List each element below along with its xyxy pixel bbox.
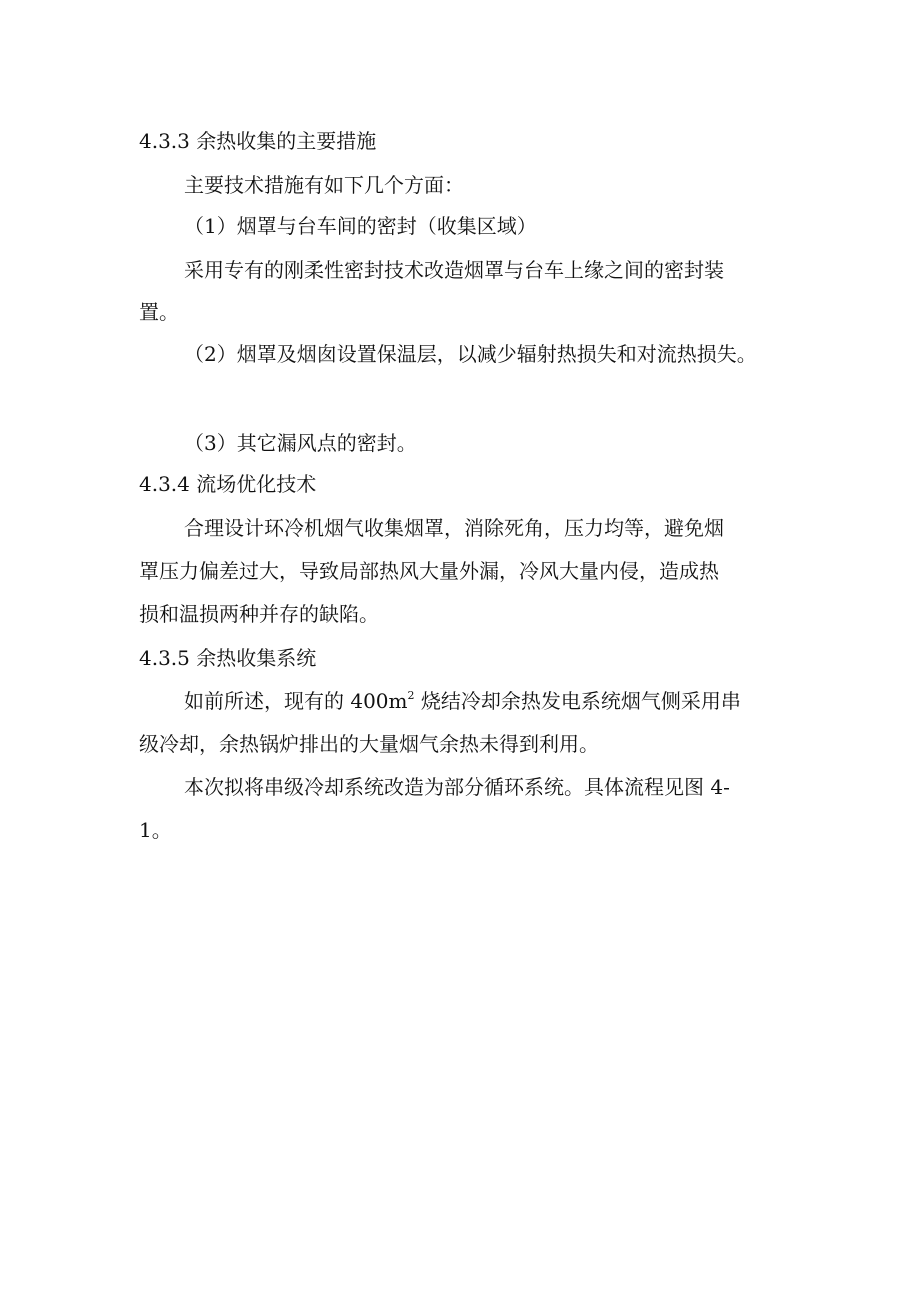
system-paragraph-suffix: 烧结冷却余热发电系统烟气侧采用串 — [414, 689, 741, 713]
item-2: （2）烟罩及烟囱设置保温层，以减少辐射热损失和对流热损失。 — [184, 342, 757, 366]
heading-4-3-4: 4.3.4 流场优化技术 — [139, 472, 317, 496]
item-1-body-line-2: 置。 — [139, 300, 179, 324]
system-paragraph-prefix: 如前所述，现有的 400m — [184, 689, 408, 713]
flow-paragraph-line-1: 合理设计环冷机烟气收集烟罩，消除死角，压力均等，避免烟 — [184, 516, 724, 540]
system-paragraph-line-1 — [184, 690, 741, 711]
item-3: （3）其它漏风点的密封。 — [184, 431, 417, 455]
paragraph-intro: 主要技术措施有如下几个方面： — [184, 173, 464, 197]
heading-4-3-5: 4.3.5 余热收集系统 — [139, 646, 317, 670]
retrofit-paragraph-line-1: 本次拟将串级冷却系统改造为部分循环系统。具体流程见图 4- — [184, 775, 730, 799]
superscript-2: 2 — [407, 689, 415, 702]
item-1-body-line-1: 采用专有的刚柔性密封技术改造烟罩与台车上缘之间的密封装 — [184, 258, 724, 282]
retrofit-paragraph-line-2: 1。 — [139, 818, 172, 842]
flow-paragraph-line-2: 罩压力偏差过大，导致局部热风大量外漏，冷风大量内侵，造成热 — [139, 559, 719, 583]
flow-paragraph-line-3: 损和温损两种并存的缺陷。 — [139, 602, 379, 626]
heading-4-3-3: 4.3.3 余热收集的主要措施 — [139, 129, 377, 153]
item-1-title: （1）烟罩与台车间的密封（收集区域） — [184, 214, 537, 238]
system-paragraph-line-2: 级冷却，余热锅炉排出的大量烟气余热未得到利用。 — [139, 732, 599, 756]
